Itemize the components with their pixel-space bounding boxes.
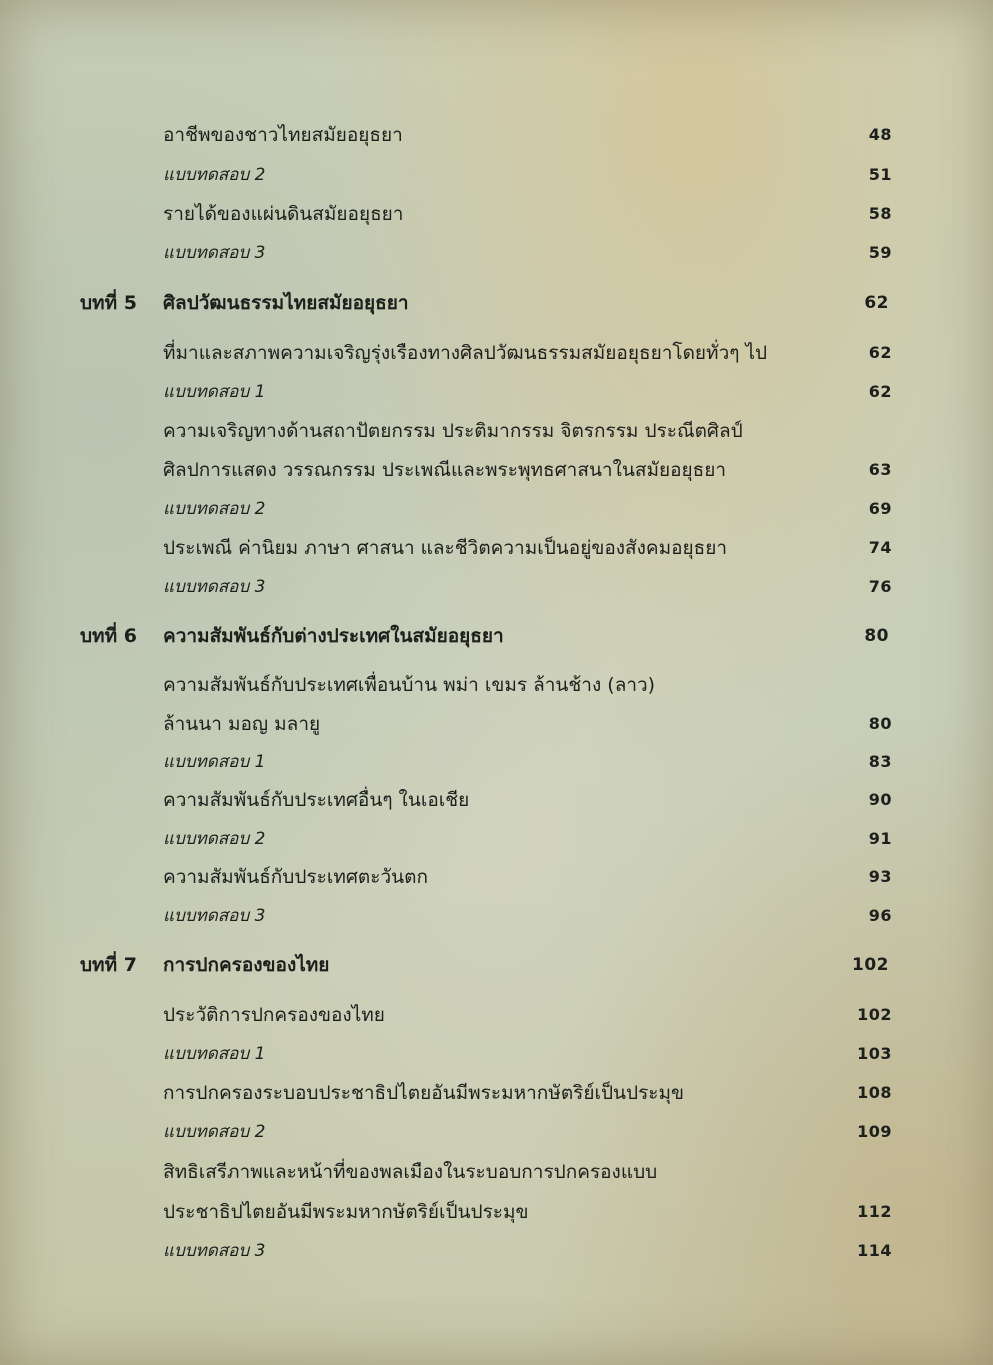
page-number: 74: [868, 538, 892, 557]
page-number: 51: [868, 165, 892, 184]
toc-entry-row: [0, 413, 993, 449]
toc-quiz-row: [0, 898, 993, 934]
page-number: 90: [868, 790, 892, 809]
quiz-title: แบบทดสอบ 3: [163, 243, 266, 263]
toc-chapter-row: [0, 618, 993, 654]
quiz-title: แบบทดสอบ 1: [163, 1044, 266, 1064]
toc-quiz-row: [0, 1036, 993, 1072]
page-number: 62: [864, 293, 889, 313]
toc-entry-row: [0, 117, 993, 153]
entry-title: ความสัมพันธ์กับประเทศเพื่อนบ้าน พม่า เขมร ล้านช้าง (ลาว): [163, 674, 656, 696]
toc-entry-row: [0, 859, 993, 895]
toc-entry-row: [0, 1075, 993, 1111]
quiz-title: แบบทดสอบ 3: [163, 577, 266, 597]
chapter-title: ศิลปวัฒนธรรมไทยสมัยอยุธยา: [163, 292, 409, 314]
page-number: 62: [868, 382, 892, 401]
page-number: 112: [857, 1202, 892, 1221]
entry-title: ความสัมพันธ์กับประเทศอื่นๆ ในเอเชีย: [163, 789, 470, 811]
entry-title: ล้านนา มอญ มลายู: [163, 713, 321, 735]
entry-title: ความเจริญทางด้านสถาปัตยกรรม ประติมากรรม จิตรกรรม ประณีตศิลป์: [163, 420, 743, 442]
page-number: 93: [868, 867, 892, 886]
entry-title: อาชีพของชาวไทยสมัยอยุธยา: [163, 124, 403, 146]
toc-chapter-row: [0, 947, 993, 983]
toc-quiz-row: [0, 1114, 993, 1150]
page-number: 108: [857, 1083, 892, 1102]
chapter-title: การปกครองของไทย: [163, 954, 330, 976]
page-number: 59: [868, 243, 892, 262]
page-number: 58: [868, 204, 892, 223]
page-number: 102: [852, 955, 889, 975]
quiz-title: แบบทดสอบ 2: [163, 165, 266, 185]
page-number: 80: [864, 626, 889, 646]
toc-entry-row: [0, 706, 993, 742]
entry-title: ศิลปการแสดง วรรณกรรม ประเพณีและพระพุทธศาสนาในสมัยอยุธยา: [163, 459, 727, 481]
chapter-label: บทที่ 6: [80, 625, 137, 647]
page-number: 48: [868, 125, 892, 144]
page-number: 102: [857, 1005, 892, 1024]
page-number: 69: [868, 499, 892, 518]
toc-chapter-row: [0, 285, 993, 321]
entry-title: ประวัติการปกครองของไทย: [163, 1004, 385, 1026]
chapter-title: ความสัมพันธ์กับต่างประเทศในสมัยอยุธยา: [163, 625, 504, 647]
quiz-title: แบบทดสอบ 2: [163, 829, 266, 849]
page-number: 96: [868, 906, 892, 925]
page-number: 83: [868, 752, 892, 771]
page-number: 103: [857, 1044, 892, 1063]
page-number: 80: [868, 714, 892, 733]
entry-title: รายได้ของแผ่นดินสมัยอยุธยา: [163, 203, 404, 225]
quiz-title: แบบทดสอบ 1: [163, 752, 266, 772]
toc-quiz-row: [0, 821, 993, 857]
toc-entry-row: [0, 1194, 993, 1230]
entry-title: การปกครองระบอบประชาธิปไตยอันมีพระมหากษัตริย์เป็นประมุข: [163, 1082, 685, 1104]
toc-entry-row: [0, 530, 993, 566]
quiz-title: แบบทดสอบ 2: [163, 1122, 266, 1142]
quiz-title: แบบทดสอบ 3: [163, 1241, 266, 1261]
toc-quiz-row: [0, 744, 993, 780]
entry-title: ความสัมพันธ์กับประเทศตะวันตก: [163, 866, 428, 888]
page-number: 114: [857, 1241, 892, 1260]
page-number: 62: [868, 343, 892, 362]
toc-quiz-row: [0, 374, 993, 410]
chapter-label: บทที่ 5: [80, 292, 137, 314]
toc-entry-row: [0, 997, 993, 1033]
toc-quiz-row: [0, 157, 993, 193]
page-number: 76: [868, 577, 892, 596]
toc-entry-row: [0, 335, 993, 371]
entry-title: ประชาธิปไตยอันมีพระมหากษัตริย์เป็นประมุข: [163, 1201, 529, 1223]
toc-entry-row: [0, 452, 993, 488]
entry-title: สิทธิเสรีภาพและหน้าที่ของพลเมืองในระบอบการปกครองแบบ: [163, 1161, 658, 1183]
entry-title: ประเพณี ค่านิยม ภาษา ศาสนา และชีวิตความเป็นอยู่ของสังคมอยุธยา: [163, 537, 728, 559]
toc-entry-row: [0, 196, 993, 232]
quiz-title: แบบทดสอบ 1: [163, 382, 266, 402]
quiz-title: แบบทดสอบ 2: [163, 499, 266, 519]
page-number: 109: [857, 1122, 892, 1141]
page-number: 63: [868, 460, 892, 479]
toc-quiz-row: [0, 235, 993, 271]
toc-quiz-row: [0, 569, 993, 605]
entry-title: ที่มาและสภาพความเจริญรุ่งเรืองทางศิลปวัฒนธรรมสมัยอยุธยาโดยทั่วๆ ไป: [163, 342, 768, 364]
toc-entry-row: [0, 1154, 993, 1190]
toc-entry-row: [0, 782, 993, 818]
toc-entry-row: [0, 667, 993, 703]
toc-quiz-row: [0, 1233, 993, 1269]
quiz-title: แบบทดสอบ 3: [163, 906, 266, 926]
chapter-label: บทที่ 7: [80, 954, 137, 976]
toc-quiz-row: [0, 491, 993, 527]
page-number: 91: [868, 829, 892, 848]
